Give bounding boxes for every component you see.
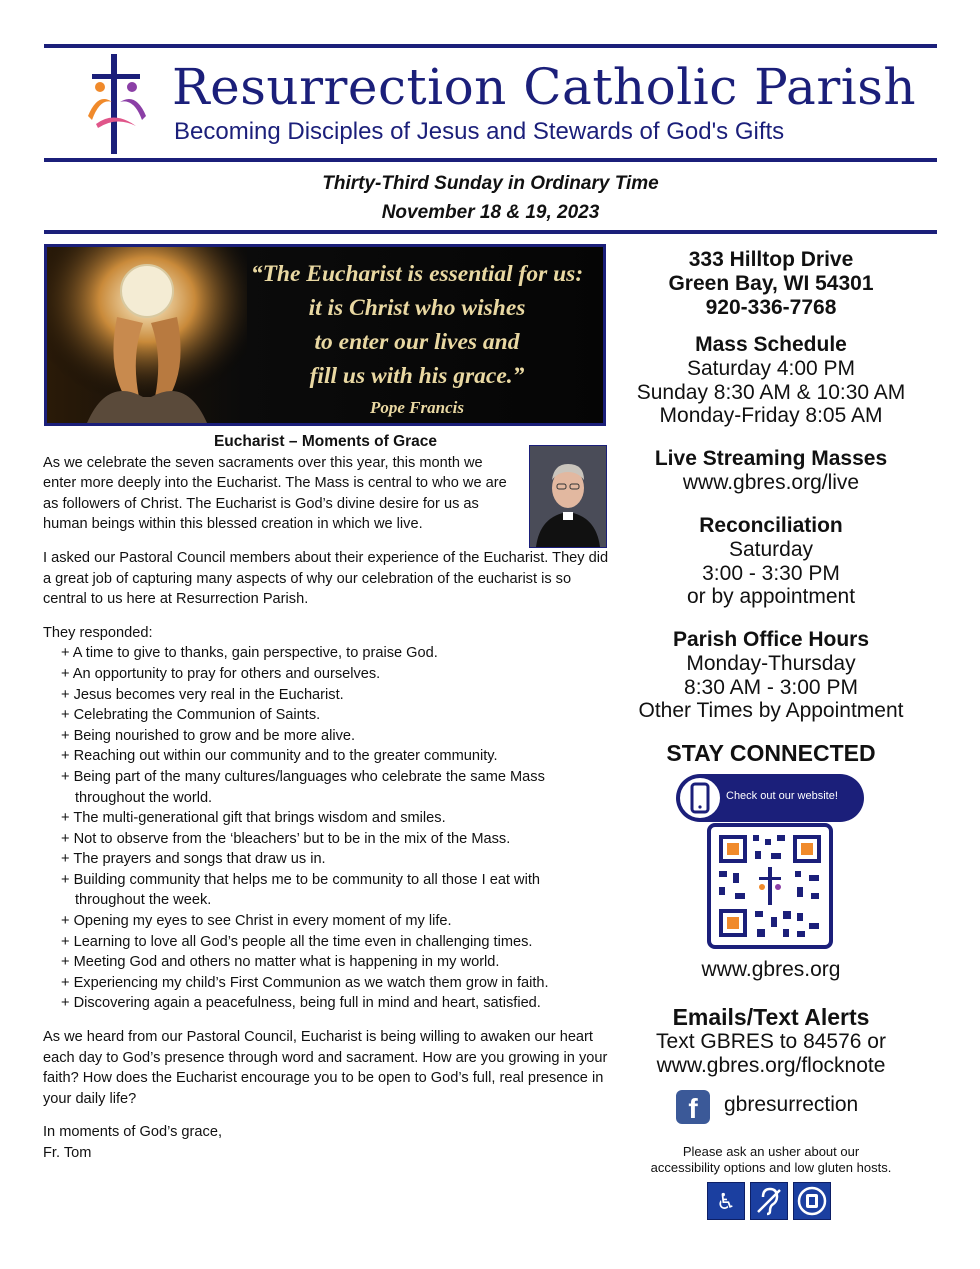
list-item: + Discovering again a peacefulness, being full in mind and heart, satisfied. xyxy=(49,993,613,1014)
date-rule xyxy=(44,230,937,234)
address-line: 333 Hilltop Drive xyxy=(688,248,854,271)
quote-line: to enter our lives and xyxy=(314,329,520,355)
list-item: + Learning to love all God’s people all the time even in challenging times. xyxy=(49,932,613,953)
hearing-assist-icon xyxy=(750,1182,788,1220)
article-paragraph: I asked our Pastoral Council members about their experience of the Eucharist. They did a great job of capturing many aspects of why our celebration of the eucharist is so central to us here at Resurrection Parish. xyxy=(43,549,609,608)
reconciliation-line: or by appointment xyxy=(686,585,856,608)
accessibility-note xyxy=(616,1144,926,1176)
mass-schedule xyxy=(616,333,926,428)
low-gluten-icon xyxy=(793,1182,831,1220)
office-line: 8:30 AM - 3:00 PM xyxy=(684,675,858,699)
list-item: + Celebrating the Communion of Saints. xyxy=(49,705,613,726)
eucharist-host-icon xyxy=(47,247,247,423)
response-list xyxy=(43,643,613,1014)
live-url[interactable]: www.gbres.org/live xyxy=(682,471,860,494)
address-line: Green Bay, WI 54301 xyxy=(668,272,874,295)
article-signoff: In moments of God’s grace, xyxy=(43,1124,222,1141)
address-block xyxy=(616,248,926,320)
live-streaming xyxy=(616,447,926,495)
website-pill-label: Check out our website! xyxy=(726,790,838,802)
facebook-link[interactable] xyxy=(676,1090,906,1124)
list-item: + Jesus becomes very real in the Eucharist. xyxy=(49,685,613,706)
header-rule xyxy=(44,158,937,162)
list-item: + An opportunity to pray for others and ourselves. xyxy=(49,664,613,685)
quote-line: it is Christ who wishes xyxy=(308,295,526,321)
list-item: + The multi-generational gift that brings wisdom and smiles. xyxy=(49,808,613,829)
quote-line: fill us with his grace.” xyxy=(309,363,525,389)
list-item: + Being nourished to grow and be more alive. xyxy=(49,726,613,747)
phone-icon xyxy=(678,776,722,820)
responded-label: They responded: xyxy=(43,624,153,641)
accessibility-line: Please ask an usher about our xyxy=(682,1144,860,1159)
website-url[interactable]: www.gbres.org xyxy=(701,958,841,981)
reconciliation-line: Saturday xyxy=(728,538,814,561)
live-heading: Live Streaming Masses xyxy=(654,447,888,470)
list-item: + Not to observe from the ‘bleachers’ but to be in the mix of the Mass. xyxy=(49,829,613,850)
quote-line: “The Eucharist is essential for us: xyxy=(250,261,584,287)
alerts-line[interactable]: www.gbres.org/flocknote xyxy=(656,1053,886,1077)
mass-line: Saturday 4:00 PM xyxy=(686,357,856,380)
facebook-handle: gbresurrection xyxy=(724,1093,859,1116)
article-closing: As we heard from our Pastoral Council, Eucharist is being willing to awaken our heart each day to God’s presence through word and sacrament. How are you growing in your faith? How does the Eucharist encourage you to be open to God’s full, real presence in your daily life? xyxy=(43,1029,608,1107)
list-item: + The prayers and songs that draw us in. xyxy=(49,849,613,870)
parish-name: Resurrection Catholic Parish xyxy=(172,58,917,116)
top-rule xyxy=(44,44,937,48)
list-item: + Building community that helps me to be community to all those I eat with throughout the week. xyxy=(49,870,613,911)
accessibility-line: accessibility options and low gluten hosts. xyxy=(650,1160,892,1175)
alerts-heading: Emails/Text Alerts xyxy=(672,1004,870,1030)
list-item: + A time to give to thanks, gain perspective, to praise God. xyxy=(49,643,613,664)
office-line: Monday-Thursday xyxy=(686,652,856,675)
parish-tagline: Becoming Disciples of Jesus and Stewards of God's Gifts xyxy=(174,118,785,145)
pastor-article xyxy=(43,432,613,1164)
list-item: + Opening my eyes to see Christ in every moment of my life. xyxy=(49,911,613,932)
wheelchair-icon: ♿ xyxy=(707,1182,745,1220)
pope-quote xyxy=(227,257,606,421)
mass-line: Monday-Friday 8:05 AM xyxy=(659,404,883,427)
list-item: + Experiencing my child’s First Communion as we watch them grow in faith. xyxy=(49,973,613,994)
quote-author: Pope Francis xyxy=(370,398,464,417)
alerts-block xyxy=(616,1004,926,1077)
article-signature: Fr. Tom xyxy=(43,1145,92,1161)
cross-logo-icon xyxy=(84,54,150,154)
accessibility-icons xyxy=(707,1182,833,1222)
office-hours xyxy=(616,628,926,723)
liturgical-occasion: Thirty-Third Sunday in Ordinary Time xyxy=(322,173,659,194)
office-heading: Parish Office Hours xyxy=(672,628,870,651)
reconciliation-heading: Reconciliation xyxy=(699,514,843,537)
facebook-icon: f xyxy=(676,1090,710,1124)
list-item: + Reaching out within our community and to the greater community. xyxy=(49,746,613,767)
mass-heading: Mass Schedule xyxy=(695,333,847,356)
article-title: Eucharist – Moments of Grace xyxy=(213,433,438,450)
quote-banner xyxy=(44,244,606,426)
phone-number: 920-336-7768 xyxy=(705,296,837,319)
website-pill[interactable] xyxy=(676,774,864,822)
reconciliation xyxy=(616,514,926,609)
mass-line: Sunday 8:30 AM & 10:30 AM xyxy=(636,380,906,404)
office-line: Other Times by Appointment xyxy=(638,699,904,722)
reconciliation-line: 3:00 - 3:30 PM xyxy=(702,561,840,585)
list-item: + Meeting God and others no matter what is happening in my world. xyxy=(49,952,613,973)
stay-connected-heading: STAY CONNECTED xyxy=(666,740,876,766)
list-item: + Being part of the many cultures/languages who celebrate the same Mass throughout the world. xyxy=(49,767,613,808)
alerts-line: Text GBRES to 84576 or xyxy=(656,1030,886,1053)
article-intro: As we celebrate the seven sacraments over this year, this month we enter more deeply into the Eucharist. The Mass is central to who we are as followers of Christ. The Eucharist is God’s divine desire for us as human beings within this blessed creation in which we live. xyxy=(43,454,507,533)
bulletin-date: November 18 & 19, 2023 xyxy=(381,202,600,223)
qr-code-icon[interactable] xyxy=(707,823,833,949)
